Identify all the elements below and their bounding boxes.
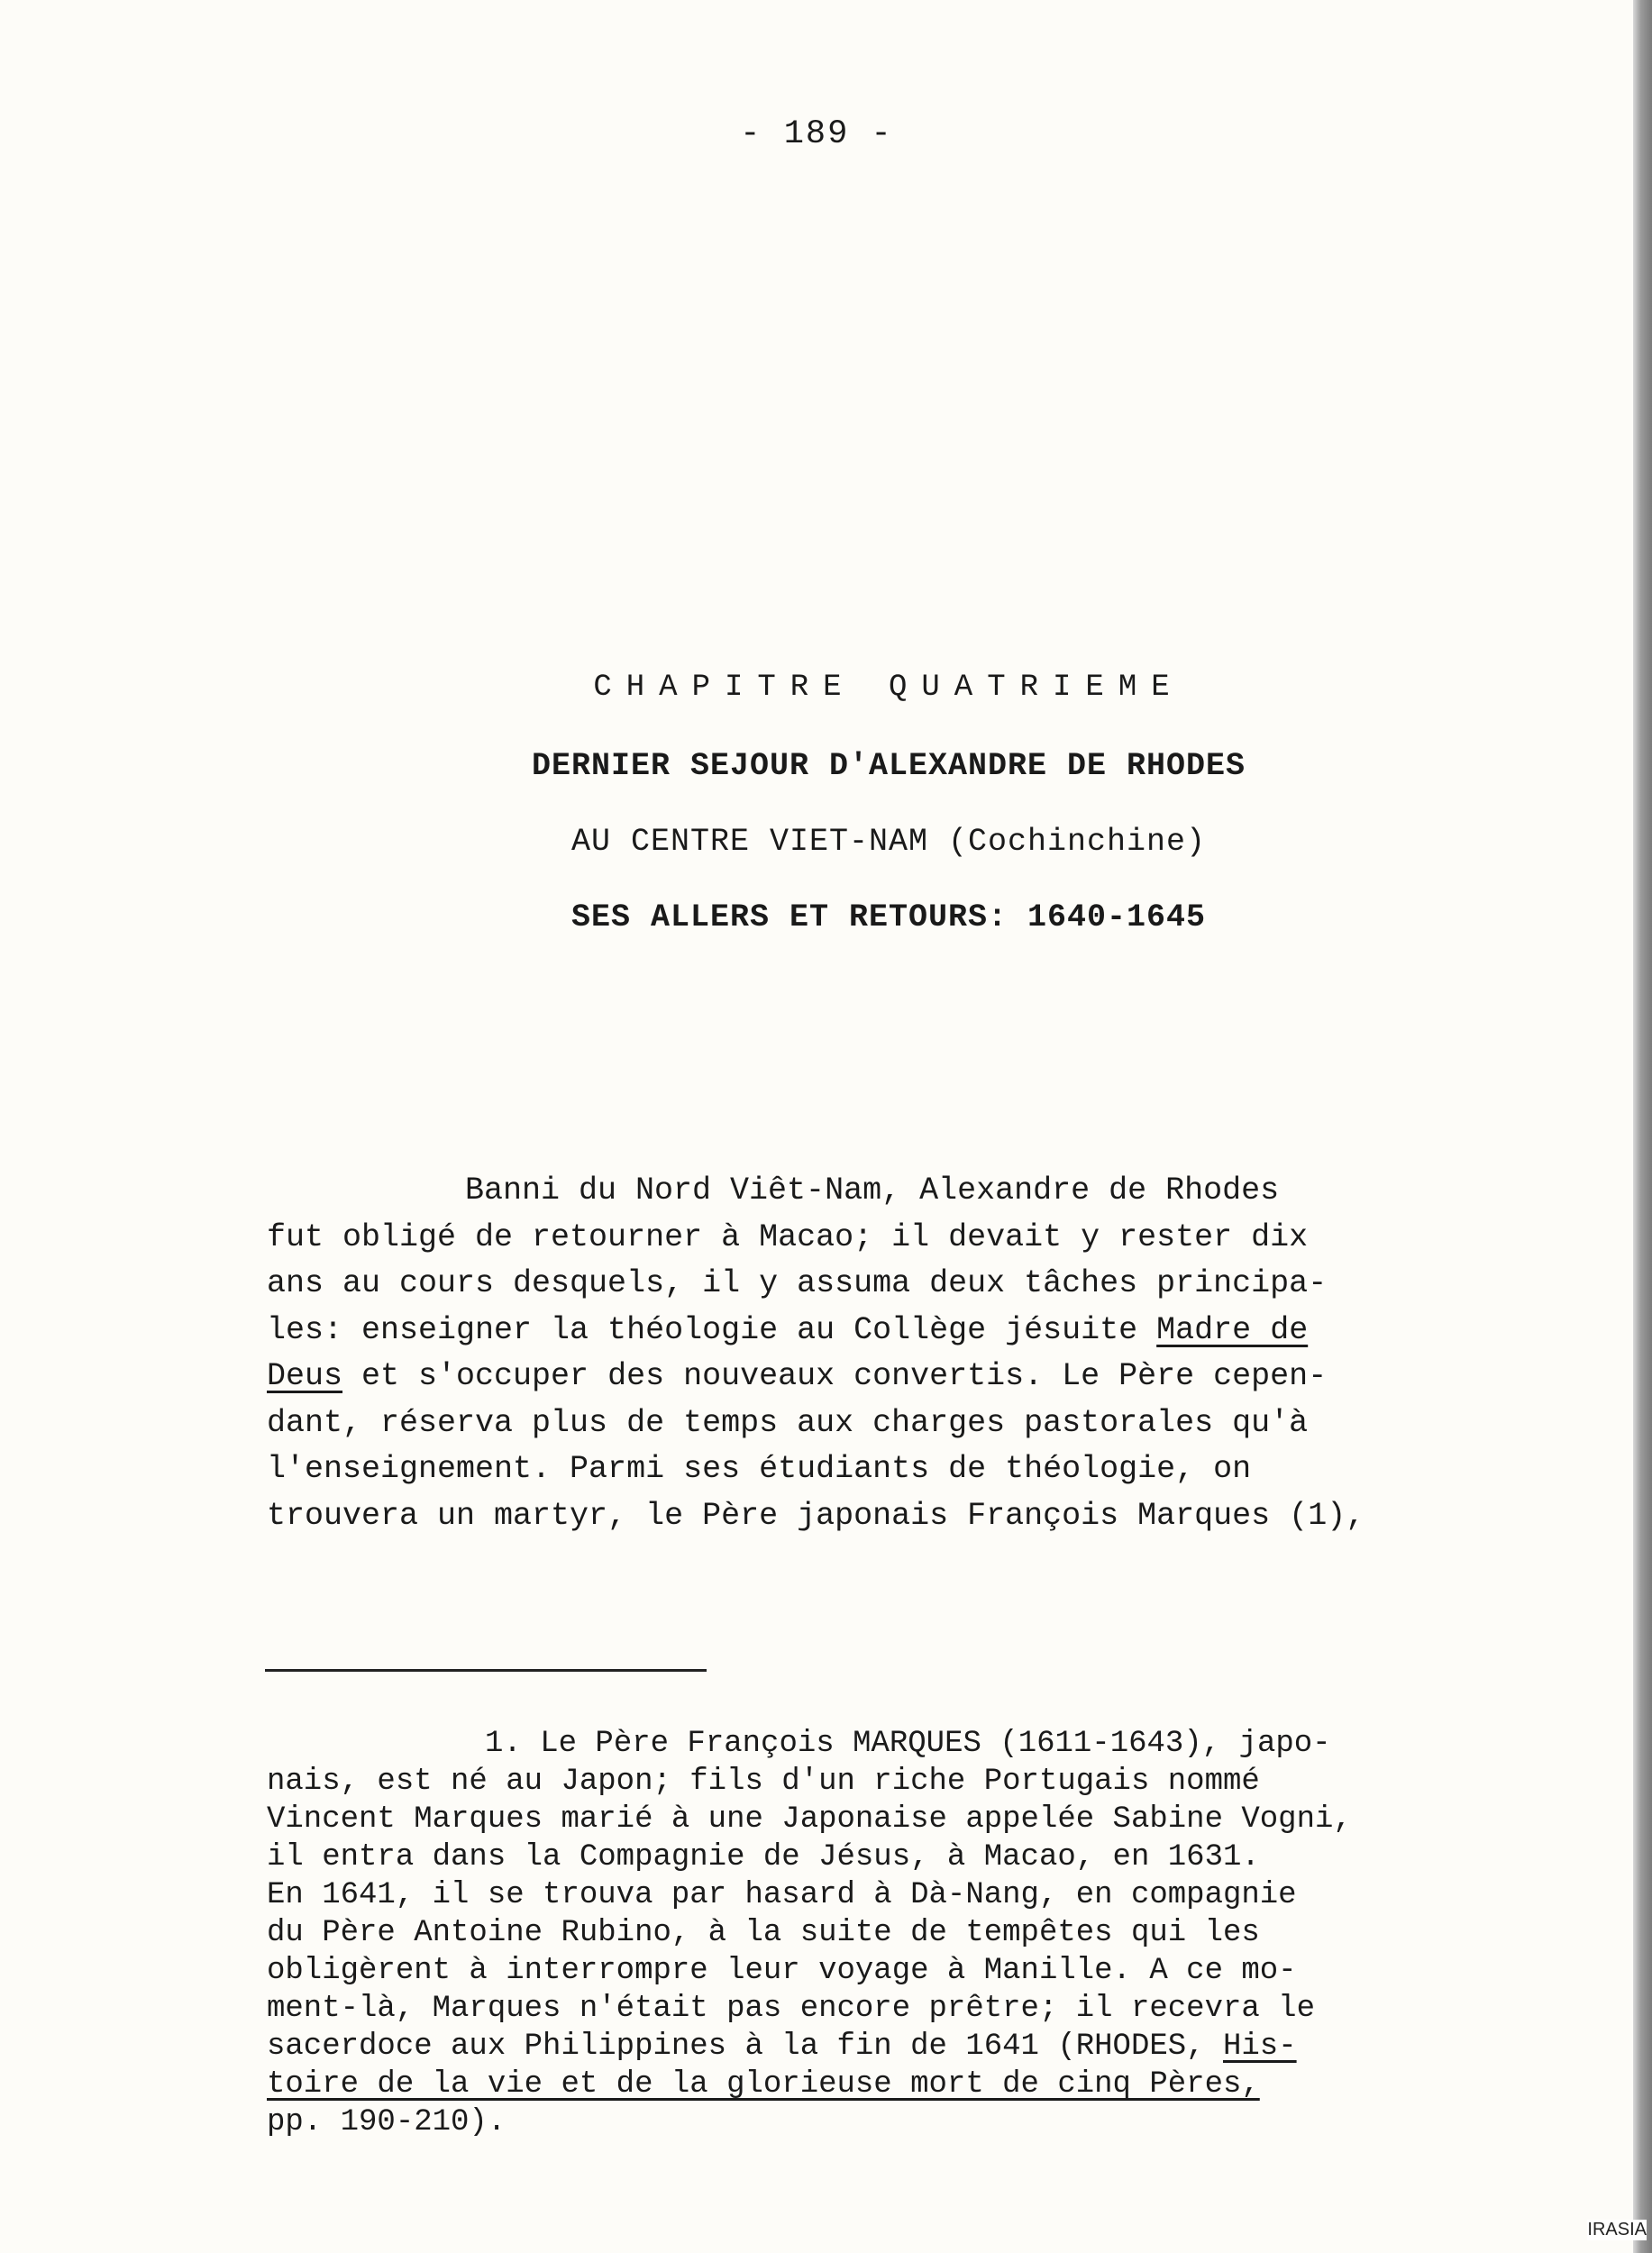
footnote-line: nais, est né au Japon; fils d'un riche Portugais nommé (267, 1765, 1260, 1799)
footnote-line: pp. 190-210). (267, 2105, 507, 2139)
footnote-line (267, 2028, 1511, 2066)
body-line: l'enseignement. Parmi ses étudiants de théologie, on (267, 1451, 1252, 1487)
body-line: trouvera un martyr, le Père japonais François Marques (1), (267, 1497, 1365, 1534)
underlined-title: toire de la vie et de la glorieuse mort de cinq Pères, (267, 2067, 1260, 2102)
footnote-separator (265, 1669, 707, 1672)
body-line: ans au cours desquels, il y assuma deux tâches principa- (267, 1265, 1328, 1301)
body-text-segment: les: enseigner la théologie au Collège jésuite (267, 1311, 1157, 1348)
footnote-line (267, 2066, 1511, 2103)
page-edge-shadow (1633, 0, 1652, 2253)
chapter-title-line-2: AU CENTRE VIET-NAM (Cochinchine) (570, 824, 1207, 860)
chapter-label: CHAPITRE QUATRIEME (593, 670, 1184, 705)
footnote-line: du Père Antoine Rubino, à la suite de tempêtes qui les (267, 1916, 1260, 1950)
footnote-line: obligèrent à interrompre leur voyage à Manille. A ce mo- (267, 1954, 1297, 1988)
body-text-segment: et s'occuper des nouveaux convertis. Le Père cepen- (342, 1358, 1328, 1394)
chapter-title-line-1: DERNIER SEJOUR D'ALEXANDRE DE RHODES (531, 748, 1246, 784)
body-line: dant, réserva plus de temps aux charges pastorales qu'à (267, 1404, 1309, 1441)
footnote-text-segment: sacerdoce aux Philippines à la fin de 1641 (RHODES, (267, 2030, 1223, 2064)
footnote (267, 1725, 1511, 2141)
body-line: fut obligé de retourner à Macao; il devait y rester dix (267, 1218, 1309, 1255)
body-paragraph (267, 1168, 1492, 1539)
footnote-line: ment-là, Marques n'était pas encore prêtre; il recevra le (267, 1992, 1315, 2026)
underlined-title: Madre de (1156, 1311, 1309, 1348)
body-line (267, 1354, 1492, 1400)
underlined-title: His- (1222, 2030, 1297, 2064)
body-line (267, 1308, 1492, 1355)
page-number: - 189 - (740, 115, 893, 153)
footnote-line: Vincent Marques marié à une Japonaise appelée Sabine Vogni, (267, 1802, 1352, 1837)
chapter-title-line-3: SES ALLERS ET RETOURS: 1640-1645 (570, 899, 1207, 935)
footnote-line: il entra dans la Compagnie de Jésus, à Macao, en 1631. (267, 1840, 1260, 1874)
footnote-line: 1. Le Père François MARQUES (1611-1643), japo- (485, 1727, 1331, 1761)
body-line: Banni du Nord Viêt-Nam, Alexandre de Rhodes (465, 1172, 1280, 1209)
watermark-label: IRASIA (1587, 2220, 1647, 2239)
footnote-line: En 1641, il se trouva par hasard à Dà-Nang, en compagnie (267, 1878, 1297, 1912)
underlined-title: Deus (267, 1358, 343, 1394)
